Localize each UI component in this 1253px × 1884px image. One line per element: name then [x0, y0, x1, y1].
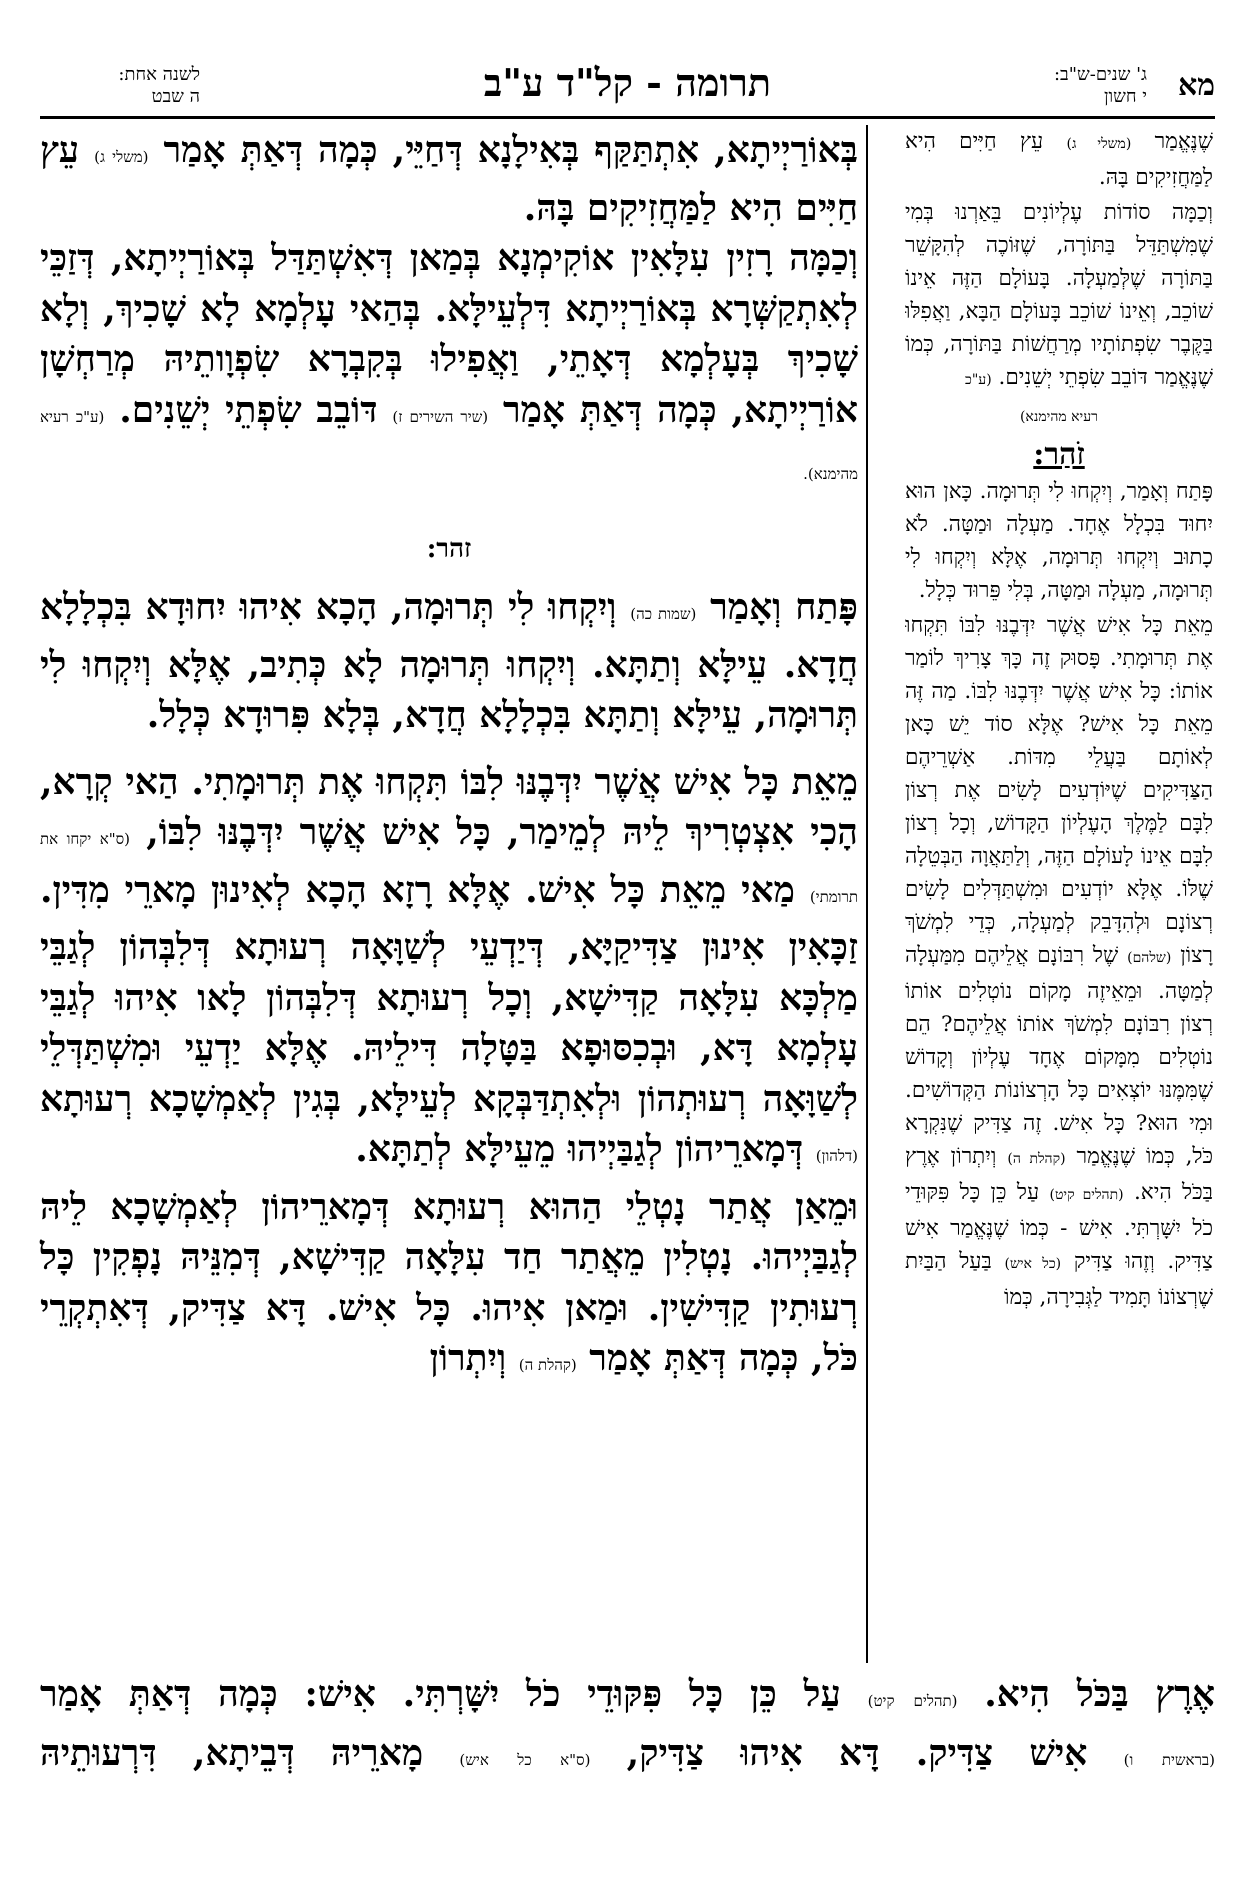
source-reference: (משלי ג)	[1066, 136, 1132, 152]
schedule-one-year: לשנה אחת:	[118, 64, 200, 85]
zohar-heading: זהר:	[426, 533, 472, 564]
page-number: מא	[1177, 68, 1215, 103]
column-divider	[866, 125, 868, 1663]
translation-paragraph: וְכַמָּה סוֹדוֹת עֶלְיוֹנִים בֵּאַרְנוּ בְּמִי שֶׁמִּשְׁתַּדֵּל בַּתּוֹרָה, שֶׁזּוֹכֶה לְהִקָּשֵׁר בַּתּוֹרָה שֶׁלְּמַעְלָה. בָּעוֹלָם הַזֶּה אֵינוֹ שׁוֹכֵב, וְאֵינוֹ שׁוֹכֵב בָּעוֹלָם הַבָּא, וַאֲפִלּוּ בַּקֶּבֶר שִׂפְתוֹתָיו מְרַחֲשׁוֹת בַּתּוֹרָה, כְּמוֹ שֶׁנֶּאֱמַר דּוֹבֵב שִׂפְתֵי יְשֵׁנִים. (ע"כ	[905, 200, 1213, 390]
source-reference: (שלהם)	[1127, 950, 1172, 966]
source-reference: (שיר השירים ז)	[392, 407, 489, 426]
source-reference: (כל איש)	[1004, 1256, 1062, 1272]
translation-paragraph: פָּתַח וְאָמַר, וְיִקְחוּ לִי תְּרוּמָה. כָּאן הוּא יִחוּד בִּכְלָל אֶחָד. מַעְלָה וּמַטָּה. לֹא כָתוּב וְיִקְחוּ תְּרוּמָה, אֶלָּא וְיִקְחוּ לִי תְּרוּמָה, מַעְלָה וּמַטָּה, בְּלִי פֵּרוּד כְּלָל.	[905, 479, 1213, 603]
source-reference: (ע"כ	[965, 372, 992, 388]
aramaic-column	[40, 125, 858, 1391]
source-reference: (בראשית ו)	[1123, 1751, 1215, 1769]
page-title: תרומה - קל"ד ע"ב	[483, 60, 772, 105]
source-reference: (תהלים קיט)	[1049, 1187, 1124, 1203]
source-reference: (שמות כה)	[630, 605, 697, 623]
reading-schedule-left	[40, 64, 200, 108]
source-reference: (משלי ג)	[94, 148, 149, 166]
schedule-three-years: ג' שנים-ש"ב:	[1053, 64, 1147, 85]
aramaic-paragraph: פָּתַח וְאָמַר (שמות כה) וְיִקְחוּ לִי תְּרוּמָה, הָכָא אִיהוּ יִחוּדָא בִּכְלָלָא חֲדָא. עֵילָּא וְתַתָּא. וְיִקְחוּ תְּרוּמָה לָא כְּתִיב, אֶלָּא וְיִקְחוּ לִי תְּרוּמָה, עֵילָּא וְתַתָּא בִּכְלָלָא חֲדָא, בְּלָא פִּרוּדָא כְּלָל.	[40, 586, 858, 736]
source-reference: (תהלים קיט)	[867, 1692, 958, 1710]
full-width-line: אֶרֶץ בַּכֹּל הִיא. (תהלים קיט) עַל כֵּן כָּל פִּקּוּדֵי כֹל יִשָּׁרְתִּי. אִישׁ: כְּמָה דְּאַתְּ אָמַר	[40, 1673, 1215, 1715]
raya-mehemna-label: רעיא מהימנא)	[1019, 409, 1099, 425]
source-reference: (קהלת ה)	[518, 1356, 577, 1374]
source-reference: (קהלת ה)	[1007, 1151, 1066, 1167]
aramaic-paragraph: וּמֵאַן אֲתַר נָטְלֵי הַהוּא רְעוּתָא דְּמָארֵיהוֹן לְאַמְשָׁכָא לֵיהּ לְגַבַּיְיהוּ. נָטְלִין מֵאֲתַר חַד עִלָּאָה קַדִּישָׁא, דְּמִנֵּיהּ נָפְקִין כָּל רְעוּתִין קַדִּישִׁין. וּמַאן אִיהוּ. כָּל אִישׁ. דָּא צַדִּיק, דְּאִתְקְרֵי כֹּל, כְּמָה דְּאַתְּ אָמַר (קהלת ה) וְיִתְרוֹן	[40, 1185, 858, 1379]
zohar-heading: זֹהַר:	[1033, 437, 1085, 472]
raya-mehemna-end: (ע"כ רעיא מהימנא).	[40, 407, 858, 483]
source-reference: (דלהון)	[815, 1147, 858, 1165]
translation-paragraph: מֵאֵת כָּל אִישׁ אֲשֶׁר יִדְּבֶנּוּ לִבּוֹ תִּקְחוּ אֶת תְּרוּמָתִי. פָּסוּק זֶה כָּךְ צָרִיךְ לוֹמַר אוֹתוֹ: כָּל אִישׁ אֲשֶׁר יִדְּבֶנּוּ לִבּוֹ. מַה זֶּה מֵאֵת כָּל אִישׁ? אֶלָּא סוֹד יֵשׁ כָּאן לְאוֹתָם בַּעֲלֵי מִדּוֹת. אַשְׁרֵיהֶם הַצַּדִּיקִים שֶׁיּוֹדְעִים לָשִׂים אֶת רְצוֹן לִבָּם לַמֶּלֶךְ הָעֶלְיוֹן הַקָּדוֹשׁ, וְכָל רְצוֹן לִבָּם אֵינוֹ לָעוֹלָם הַזֶּה, וְלַתַּאֲוָה הַבְּטֵלָה שֶׁלּוֹ. אֶלָּא יוֹדְעִים וּמִשְׁתַּדְּלִים לָשִׂים רְצוֹנָם וּלְהִדָּבֵק לְמַעְלָה, כְּדֵי לִמְשֹׁךְ רָצוֹן (שלהם) שֶׁל רִבּוֹנָם אֲלֵיהֶם מִמַּעְלָה לְמַטָּה. וּמֵאֵיזֶה מָקוֹם נוֹטְלִים אוֹתוֹ רְצוֹן רִבּוֹנָם לִמְשֹׁךְ אוֹתוֹ אֲלֵיהֶם? הֵם נוֹטְלִים מִמָּקוֹם אֶחָד עֶלְיוֹן וְקָדוֹשׁ שֶׁמִּמֶּנּוּ יוֹצְאִים כָּל הָרְצוֹנוֹת הַקְּדוֹשִׁים. וּמִי הוּא? כָּל אִישׁ. זֶה צַדִּיק שֶׁנִּקְרָא כֹּל, כְּמוֹ שֶׁנֶּאֱמַר (קהלת ה) וְיִתְרוֹן אֶרֶץ בַּכֹּל הִיא. (תהלים קיט) עַל כֵּן כָּל פִּקּוּדֵי כֹל יִשָּׁרְתִּי. אִישׁ - כְּמוֹ שֶׁנֶּאֱמַר אִישׁ צַדִּיק. וְזֶהוּ צַדִּיק (כל איש) בַּעַל הַבַּיִת שֶׁרְצוֹנוֹ תָּמִיד לַגְּבִירָה, כְּמוֹ	[905, 613, 1213, 1310]
full-width-text	[40, 1668, 1215, 1786]
source-reference: (ס"א יקחו את תרומתי)	[40, 830, 858, 906]
aramaic-paragraph: וְכַמָּה רָזִין עִלָּאִין אוֹקִימְנָא בְּמַאן דְּאִשְׁתַּדַּל בְּאוֹרַיְיתָא, דְּזַכֵּי לְאִתְקַשְּׁרָא בְּאוֹרַיְיתָא דִּלְעֵילָּא. בְּהַאי עָלְמָא לָא שָׁכִיךְ, וְלָא שָׁכִיךְ בְּעָלְמָא דְּאָתֵי, וַאֲפִילוּ בְּקִבְרָא שִׂפְוָותֵיהּ מְרַחְשָׁן אוֹרַיְיתָא, כְּמָה דְּאַתְּ אָמַר (שיר השירים ז) דּוֹבֵב שִׂפְתֵי יְשֵׁנִים. (ע"כ רעיא מהימנא).	[40, 237, 859, 483]
full-width-line: (בראשית ו) אִישׁ צַדִּיק. דָּא אִיהוּ צַדִּיק, (ס"א כל איש) מָארֵיהּ דְּבֵיתָא, דִּרְעוּתֵיהּ	[40, 1732, 1215, 1774]
page-header	[40, 60, 1215, 119]
aramaic-paragraph: בְּאוֹרַיְיתָא, אִתְתַּקַּף בְּאִילָנָא דְּחַיֵּי, כְּמָה דְּאַתְּ אָמַר (משלי ג) עֵץ חַיִּים הִיא לַמַּחֲזִיקִים בָּהּ.	[40, 129, 858, 229]
translation-column	[905, 125, 1213, 1663]
source-reference: (ס"א כל איש)	[459, 1751, 591, 1769]
translation-paragraph: שֶׁנֶּאֱמַר (משלי ג) עֵץ חַיִּים הִיא לַמַּחֲזִיקִים בָּהּ.	[905, 129, 1213, 190]
aramaic-paragraph: מֵאֵת כָּל אִישׁ אֲשֶׁר יִדְּבֶנּוּ לִבּוֹ תִּקְחוּ אֶת תְּרוּמָתִי. הַאי קְרָא, הָכִי אִצְטְרִיךְ לֵיהּ לְמֵימַר, כָּל אִישׁ אֲשֶׁר יִדְּבֶנּוּ לִבּוֹ, (ס"א יקחו את תרומתי) מַאי מֵאֵת כָּל אִישׁ. אֶלָּא רָזָא הָכָא לְאִינוּן מָארֵי מִדִּין. זַכָּאִין אִינוּן צַדִּיקַיָּא, דְּיַדְעֵי לְשַׁוָּאָה רְעוּתָא דְּלִבְּהוֹן לְגַבֵּי מַלְכָּא עִלָּאָה קַדִּישָׁא, וְכָל רְעוּתָא דְּלִבְּהוֹן לָאו אִיהוּ לְגַבֵּי עָלְמָא דָּא, וּבְכִסּוּפָא בַּטָּלָה דִּילֵיהּ. אֶלָּא יַדְעֵי וּמִשְׁתַּדְּלֵי לְשַׁוָּאָה רְעוּתְהוֹן וּלְאִתְדַּבְּקָא לְעֵילָּא, בְּגִין לְאַמְשָׁכָא רְעוּתָא (דלהון) דְּמָארֵיהוֹן לְגַבַּיְיהוּ מֵעֵילָּא לְתַתָּא.	[40, 760, 859, 1170]
schedule-date-right: י חשון	[1103, 86, 1147, 107]
schedule-date-left: ה שבט	[151, 86, 200, 107]
